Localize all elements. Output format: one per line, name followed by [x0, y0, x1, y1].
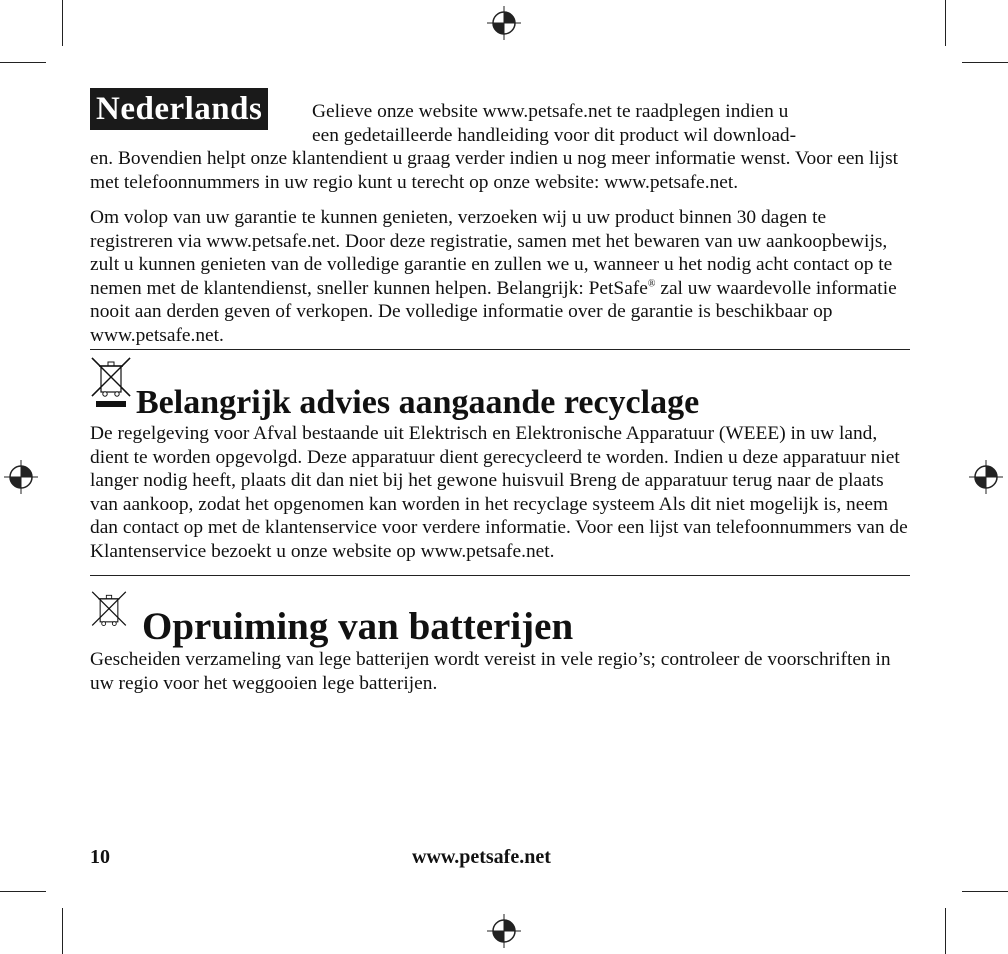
page-footer — [90, 846, 910, 870]
warranty-text-cont: zal uw waardevolle informatie nooit aan derden geven of verkopen. De volledige informatie over de garantie is beschikbaar op www.petsafe.net. — [90, 277, 897, 346]
registration-mark-icon — [969, 460, 1003, 494]
crop-mark — [0, 62, 46, 63]
section-divider — [90, 349, 910, 350]
crop-mark — [945, 908, 946, 954]
intro-line-2: een gedetailleerde handleiding voor dit product wil download- — [312, 124, 797, 146]
batteries-title: Opruiming van batterijen — [142, 605, 574, 648]
warranty-text: Om volop van uw garantie te kunnen genieten, verzoeken wij u uw product binnen 30 dagen te registreren via www.petsafe.net. Door deze registratie, samen met het bewaren van uw aankoopbewijs, zult u kunnen genieten van de volledige garantie en zullen we u, wanneer u het nodig acht contact op te nemen met de klantendienst, sneller kunnen helpen. Belangrijk: PetSafe — [90, 207, 893, 299]
section-divider — [90, 575, 910, 576]
intro-rest: en. Bovendien helpt onze klantendient u graag verder indien u nog meer informatie wenst. Voor een lijst met telefoonnummers in uw regio kunt u terecht op onze website: www.petsafe.net. — [90, 148, 899, 193]
language-badge: Nederlands — [90, 88, 268, 130]
registered-mark: ® — [647, 278, 656, 290]
registration-mark-icon — [487, 6, 521, 40]
footer-url: www.petsafe.net — [412, 846, 551, 868]
intro-line-1: Gelieve onze website www.petsafe.net te raadplegen indien u — [312, 101, 789, 122]
crop-mark — [962, 62, 1008, 63]
crop-mark — [62, 0, 63, 46]
batteries-section — [90, 590, 910, 648]
crop-mark — [0, 891, 46, 892]
crop-mark — [62, 908, 63, 954]
recycling-section — [90, 356, 910, 422]
weee-crossed-bin-icon — [90, 590, 128, 636]
registration-mark-icon — [4, 460, 38, 494]
registration-mark-icon — [487, 914, 521, 948]
crop-mark — [962, 891, 1008, 892]
crop-mark — [945, 0, 946, 46]
warranty-paragraph — [90, 206, 910, 347]
weee-crossed-bin-icon — [90, 356, 132, 408]
page-content — [90, 88, 910, 695]
recycling-body: De regelgeving voor Afval bestaande uit Elektrisch en Elektronische Apparatuur (WEEE) in uw land, dient te worden opgevolgd. Deze apparatuur dient gerecycleerd te worden. Indien u deze apparatuur niet langer nodig heeft, plaats dit dan niet bij het gewone huisvuil Breng de apparatuur terug naar de plaats van aankoop, zodat het opgenomen kan worden in het recyclage systeem Als dit niet mogelijk is, neem dan contact op met de klantenservice voor verdere informatie. Voor een lijst van telefoonnummers van de Klantenservice bezoekt u onze website op www.petsafe.net. — [90, 423, 908, 562]
batteries-body: Gescheiden verzameling van lege batterijen wordt vereist in vele regio’s; controleer de voorschriften in uw regio voor het weggooien lege batterijen. — [90, 649, 891, 694]
recycling-title: Belangrijk advies aangaande recyclage — [136, 384, 700, 421]
intro-block — [90, 88, 910, 194]
page-number: 10 — [90, 846, 110, 868]
